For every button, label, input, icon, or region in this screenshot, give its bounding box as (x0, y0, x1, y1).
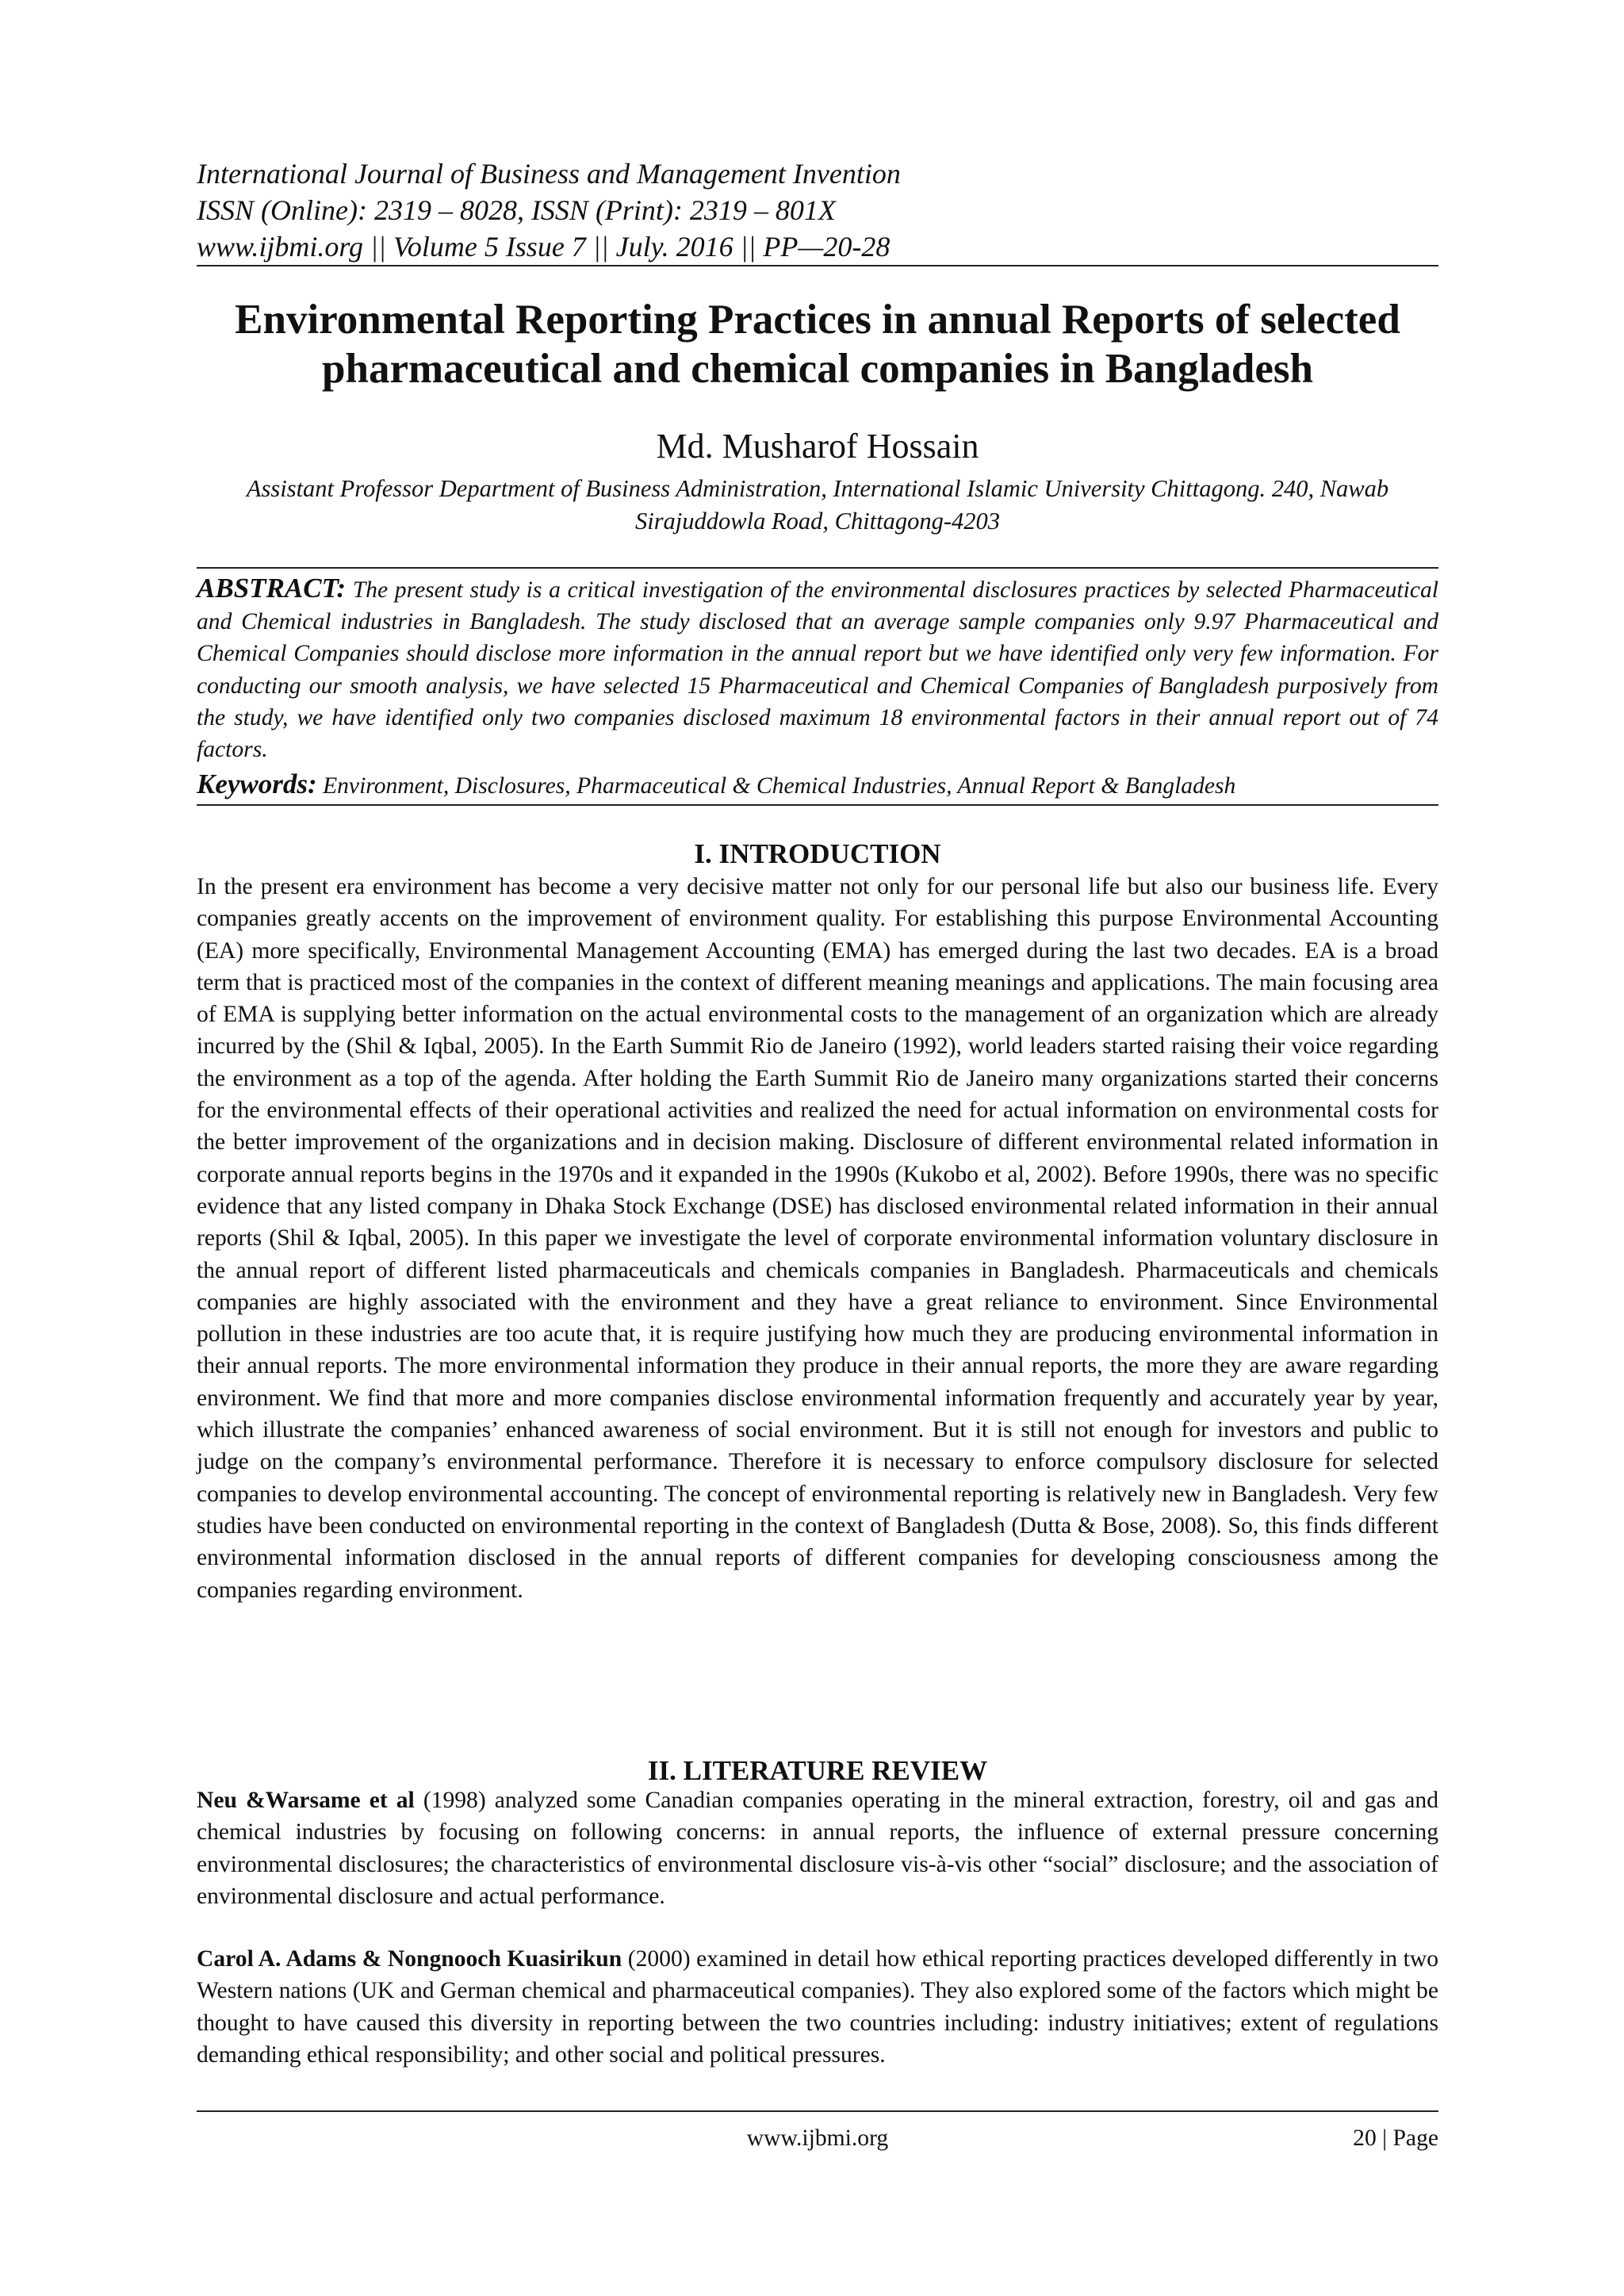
keywords (197, 769, 1438, 802)
footer-website: www.ijbmi.org (746, 2125, 889, 2151)
journal-header (197, 155, 1438, 265)
abstract (197, 573, 1438, 765)
author-affiliation: Assistant Professor Department of Business Administration, International Islamic University Chittagong. 240, Nawab Sirajuddowla Road, Chittagong-4203 (246, 475, 1389, 535)
journal-volume: www.ijbmi.org || Volume 5 Issue 7 || July. 2016 || PP—20-28 (197, 231, 891, 263)
abstract-divider-bottom (197, 804, 1438, 806)
citation-author: Neu &Warsame et al (197, 1788, 415, 1813)
journal-issn: ISSN (Online): 2319 – 8028, ISSN (Print): 2319 – 801X (197, 194, 836, 226)
abstract-divider-top (197, 567, 1438, 569)
paper-page (197, 0, 1438, 2296)
abstract-text: The present study is a critical investigation of the environmental disclosures practices by selected Pharmaceutical and Chemical industries in Bangladesh. The study disclosed that an average sample companies only 9.97 Pharmaceutical and Chemical Companies should disclose more information in the annual report but we have identified only very few information. For conducting our smooth analysis, we have selected 15 Pharmaceutical and Chemical Companies of Bangladesh purposively from the study, we have identified only two companies disclosed maximum 18 environmental factors in their annual report out of 74 factors. (197, 577, 1438, 763)
section-heading-literature-review: II. LITERATURE REVIEW (647, 1755, 988, 1786)
journal-name: International Journal of Business and Management Invention (197, 158, 901, 190)
page-number: 20 | Page (1353, 2125, 1438, 2151)
paper-title: Environmental Reporting Practices in annual Reports of selected pharmaceutical and chemical companies in Bangladesh (235, 297, 1400, 392)
citation-author: Carol A. Adams & Nongnooch Kuasirikun (197, 1946, 622, 1972)
keywords-label: Keywords: (197, 769, 317, 799)
keywords-text: Environment, Disclosures, Pharmaceutical & Chemical Industries, Annual Report & Bangladesh (323, 773, 1236, 799)
literature-paragraph-1 (197, 1784, 1438, 1912)
citation-text: (2000) examined in detail how ethical reporting practices developed differently in two Western nations (UK and German chemical and pharmaceutical companies). They also explored some of the factors which might be thought to have caused this diversity in reporting between the two countries including: industry initiatives; extent of regulations demanding ethical responsibility; and other social and political pressures. (197, 1946, 1438, 2068)
citation-text: (1998) analyzed some Canadian companies operating in the mineral extraction, forestry, oil and gas and chemical industries by focusing on following concerns: in annual reports, the influence of external pressure concerning environmental disclosures; the characteristics of environmental disclosure vis-à-vis other “social” disclosure; and the association of environmental disclosure and actual performance. (197, 1788, 1438, 1909)
author-name: Md. Musharof Hossain (656, 427, 979, 466)
header-divider (197, 265, 1438, 266)
introduction-paragraph: In the present era environment has become a very decisive matter not only for our personal life but also our business life. Every companies greatly accents on the improvement of environment quality. For establishing this purpose Environmental Accounting (EA) more specifically, Environmental Management Accounting (EMA) has emerged during the last two decades. EA is a broad term that is practiced most of the companies in the context of different meaning meanings and applications. The main focusing area of EMA is supplying better information on the actual environmental costs to the management of an organization which are already incurred by the (Shil & Iqbal, 2005). In the Earth Summit Rio de Janeiro (1992), world leaders started raising their voice regarding the environment as a top of the agenda. After holding the Earth Summit Rio de Janeiro many organizations started their concerns for the environmental effects of their operational activities and realized the need for actual information on environmental costs for the better improvement of the organizations and in decision making. Disclosure of different environmental related information in corporate annual reports begins in the 1970s and it expanded in the 1990s (Kukobo et al, 2002). Before 1990s, there was no specific evidence that any listed company in Dhaka Stock Exchange (DSE) has disclosed environmental related information in their annual reports (Shil & Iqbal, 2005). In this paper we investigate the level of corporate environmental information voluntary disclosure in the annual report of different listed pharmaceuticals and chemicals companies in Bangladesh. Pharmaceuticals and chemicals companies are highly associated with the environment and they have a great reliance to environment. Since Environmental pollution in these industries are too acute that, it is require justifying how much they are producing environmental information in their annual reports. The more environmental information they produce in their annual reports, the more they are aware regarding environment. We find that more and more companies disclose environmental information frequently and accurately year by year, which illustrate the companies’ enhanced awareness of social environment. But it is still not enough for investors and public to judge on the company’s environmental performance. Therefore it is necessary to enforce compulsory disclosure for selected companies to develop environmental accounting. The concept of environmental reporting is relatively new in Bangladesh. Very few studies have been conducted on environmental reporting in the context of Bangladesh (Dutta & Bose, 2008). So, this finds different environmental information disclosed in the annual reports of different companies for developing consciousness among the companies regarding environment. (197, 874, 1438, 1603)
section-heading-introduction: I. INTRODUCTION (694, 838, 941, 869)
footer-divider (197, 2110, 1438, 2112)
literature-paragraph-2 (197, 1943, 1438, 2071)
abstract-label: ABSTRACT: (197, 573, 347, 604)
